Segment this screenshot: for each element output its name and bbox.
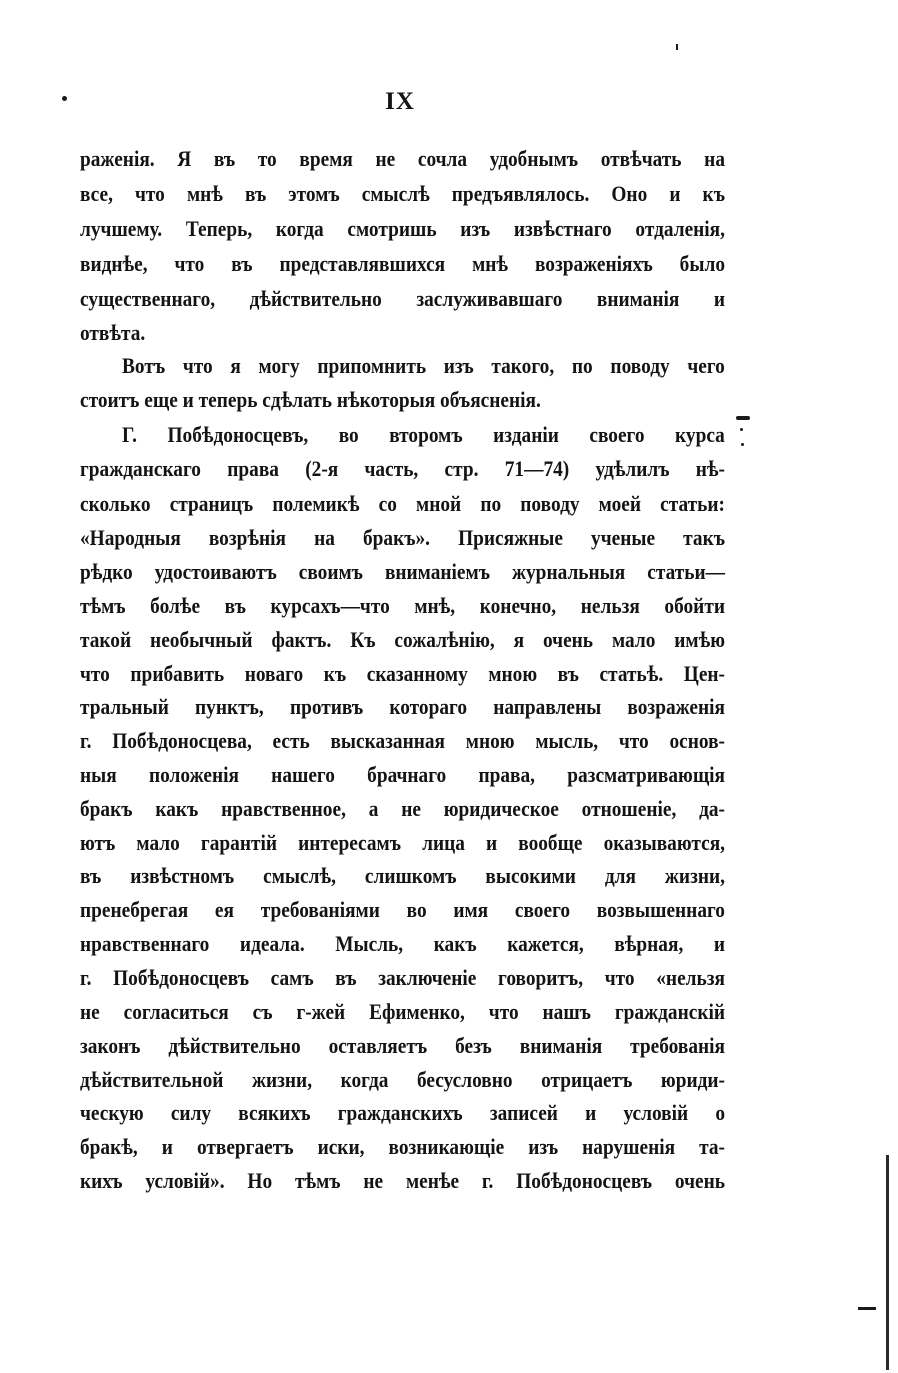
text-line: дѣйствительной жизни, когда бесусловно отрицаетъ юриди- [80, 1067, 725, 1092]
text-line: въ извѣстномъ смыслѣ, слишкомъ высокими для жизни, [80, 863, 725, 888]
text-line: ютъ мало гарантій интересамъ лица и вообще оказываются, [80, 830, 725, 855]
text-line: тральный пунктъ, противъ котораго направлены возраженія [80, 694, 725, 719]
text-line: раженія. Я въ то время не сочла удобнымъ отвѣчать на [80, 146, 725, 171]
page-edge-shadow [886, 1155, 889, 1370]
text-line: все, что мнѣ въ этомъ смыслѣ предъявлялось. Оно и къ [80, 181, 725, 206]
ink-speck [62, 96, 67, 101]
text-line: лучшему. Теперь, когда смотришь изъ извѣстнаго отдаленія, [80, 216, 725, 241]
ink-speck [740, 428, 743, 431]
text-line: не согласиться съ г-жей Ефименко, что нашъ гражданскій [80, 999, 725, 1024]
text-line: пренебрегая ея требованіями во имя своего возвышеннаго [80, 897, 725, 922]
ink-speck [736, 416, 750, 420]
paragraph-start-line: Вотъ что я могу припомнить изъ такого, по поводу чего [122, 353, 725, 378]
ink-speck [676, 44, 678, 50]
text-line: стоитъ еще и теперь сдѣлать нѣкоторыя объясненія. [80, 387, 541, 412]
text-line: что прибавить новаго къ сказанному мною въ статьѣ. Цен- [80, 661, 725, 686]
ink-speck [858, 1307, 876, 1310]
text-line: нравственнаго идеала. Мысль, какъ кажется, вѣрная, и [80, 931, 725, 956]
text-line: отвѣта. [80, 320, 146, 345]
text-line: рѣдко удостоиваютъ своимъ вниманіемъ журнальныя статьи— [80, 559, 725, 584]
text-line: ческую силу всякихъ гражданскихъ записей и условій о [80, 1100, 725, 1125]
text-line: виднѣе, что въ представлявшихся мнѣ возраженіяхъ было [80, 251, 725, 276]
text-line: сколько страницъ полемикѣ со мной по поводу моей статьи: [80, 491, 725, 516]
text-line: законъ дѣйствительно оставляетъ безъ вниманія требованія [80, 1033, 725, 1058]
ink-speck [741, 443, 744, 446]
text-line: г. Побѣдоносцева, есть высказанная мною мысль, что основ- [80, 728, 725, 753]
text-line: тѣмъ болѣе въ курсахъ—что мнѣ, конечно, нельзя обойти [80, 593, 725, 618]
text-line: бракѣ, и отвергаетъ иски, возникающіе изъ нарушенія та- [80, 1134, 725, 1159]
text-line: гражданскаго права (2-я часть, стр. 71—74) удѣлилъ нѣ- [80, 456, 725, 481]
text-line: «Народныя возрѣнія на бракъ». Присяжные ученые такъ [80, 525, 725, 550]
text-line: существеннаго, дѣйствительно заслуживавшаго вниманія и [80, 286, 725, 311]
page-number: IX [385, 88, 415, 115]
text-line: ныя положенія нашего брачнаго права, разсматривающія [80, 762, 725, 787]
text-line: кихъ условій». Но тѣмъ не менѣе г. Побѣдоносцевъ очень [80, 1168, 725, 1193]
text-line: бракъ какъ нравственное, а не юридическое отношеніе, да- [80, 796, 725, 821]
text-line: такой необычный фактъ. Къ сожалѣнію, я очень мало имѣю [80, 627, 725, 652]
text-line: г. Побѣдоносцевъ самъ въ заключеніе говоритъ, что «нельзя [80, 965, 725, 990]
paragraph-start-line: Г. Побѣдоносцевъ, во второмъ изданіи своего курса [122, 422, 725, 447]
